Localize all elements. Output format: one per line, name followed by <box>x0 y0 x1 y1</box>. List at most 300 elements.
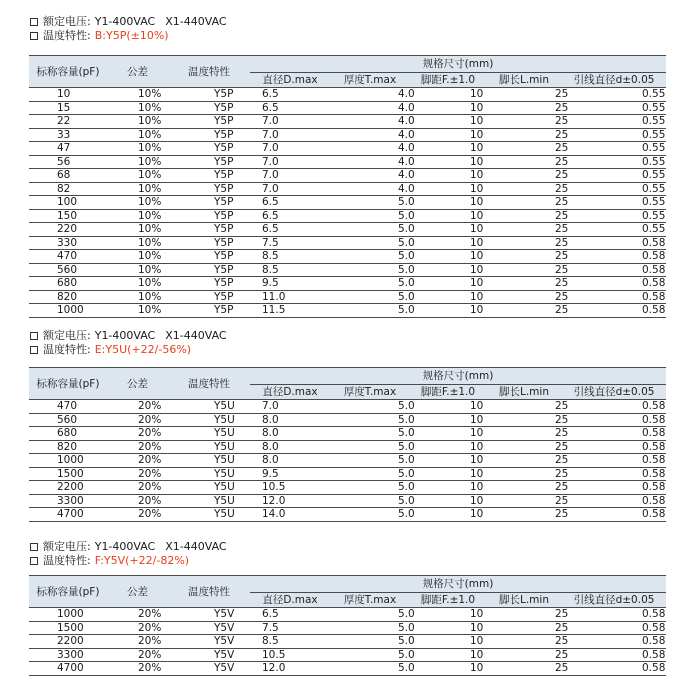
cell-diameter: 14.0 <box>250 508 330 522</box>
cell-capacity: 220 <box>29 223 107 237</box>
cell-pitch: 10 <box>410 182 486 196</box>
cell-pitch: 10 <box>410 454 486 468</box>
voltage-y-value: Y1-400VAC <box>94 540 156 553</box>
cell-thickness: 4.0 <box>330 182 410 196</box>
cell-pitch: 10 <box>410 169 486 183</box>
cell-diameter: 7.0 <box>250 400 330 414</box>
cell-lead-diameter: 0.58 <box>562 481 666 495</box>
cell-lead-diameter: 0.58 <box>562 440 666 454</box>
header-temp-char: 温度特性 <box>168 576 250 608</box>
cell-lead-diameter: 0.55 <box>562 88 666 102</box>
cell-diameter: 12.0 <box>250 494 330 508</box>
cell-thickness: 5.0 <box>330 508 410 522</box>
cell-temp-char: Y5P <box>168 169 250 183</box>
cell-capacity: 560 <box>29 263 107 277</box>
table-row <box>29 440 666 454</box>
cell-pitch: 10 <box>410 209 486 223</box>
cell-lead-length: 25 <box>486 236 562 250</box>
cell-capacity: 33 <box>29 128 107 142</box>
cell-lead-diameter: 0.58 <box>562 263 666 277</box>
checkbox-icon <box>30 543 38 551</box>
cell-lead-length: 25 <box>486 621 562 635</box>
cell-tolerance: 20% <box>107 400 168 414</box>
cell-tolerance: 20% <box>107 427 168 441</box>
cell-thickness: 5.0 <box>330 277 410 291</box>
cell-diameter: 8.0 <box>250 413 330 427</box>
cell-pitch: 10 <box>410 115 486 129</box>
temp-value: E:Y5U(+22/-56%) <box>94 343 192 356</box>
table-row <box>29 115 666 129</box>
cell-tolerance: 20% <box>107 481 168 495</box>
cell-tolerance: 10% <box>107 223 168 237</box>
cell-tolerance: 20% <box>107 648 168 662</box>
cell-lead-diameter: 0.55 <box>562 223 666 237</box>
cell-diameter: 7.0 <box>250 169 330 183</box>
table-row <box>29 209 666 223</box>
cell-temp-char: Y5P <box>168 209 250 223</box>
cell-diameter: 7.0 <box>250 182 330 196</box>
table-row <box>29 508 666 522</box>
cell-capacity: 1500 <box>29 621 107 635</box>
table-row <box>29 128 666 142</box>
cell-diameter: 10.5 <box>250 648 330 662</box>
cell-lead-diameter: 0.55 <box>562 182 666 196</box>
cell-lead-length: 25 <box>486 290 562 304</box>
cell-pitch: 10 <box>410 236 486 250</box>
header-tolerance: 公差 <box>107 368 168 400</box>
cell-temp-char: Y5U <box>168 494 250 508</box>
cell-tolerance: 20% <box>107 413 168 427</box>
table-row <box>29 236 666 250</box>
cell-lead-diameter: 0.58 <box>562 467 666 481</box>
cell-tolerance: 10% <box>107 182 168 196</box>
cell-tolerance: 10% <box>107 277 168 291</box>
cell-tolerance: 20% <box>107 440 168 454</box>
cell-lead-diameter: 0.58 <box>562 304 666 318</box>
cell-capacity: 470 <box>29 400 107 414</box>
cell-lead-length: 25 <box>486 648 562 662</box>
spec-table <box>29 367 666 522</box>
cell-temp-char: Y5P <box>168 115 250 129</box>
cell-pitch: 10 <box>410 142 486 156</box>
cell-diameter: 6.5 <box>250 196 330 210</box>
cell-diameter: 7.0 <box>250 128 330 142</box>
cell-tolerance: 10% <box>107 209 168 223</box>
cell-capacity: 820 <box>29 440 107 454</box>
cell-lead-diameter: 0.58 <box>562 236 666 250</box>
table-row <box>29 467 666 481</box>
cell-lead-length: 25 <box>486 169 562 183</box>
cell-tolerance: 10% <box>107 250 168 264</box>
cell-lead-diameter: 0.55 <box>562 169 666 183</box>
cell-thickness: 5.0 <box>330 290 410 304</box>
cell-thickness: 4.0 <box>330 88 410 102</box>
cell-lead-length: 25 <box>486 481 562 495</box>
cell-temp-char: Y5V <box>168 635 250 649</box>
cell-lead-length: 25 <box>486 250 562 264</box>
cell-pitch: 10 <box>410 635 486 649</box>
cell-tolerance: 10% <box>107 263 168 277</box>
voltage-y-value: Y1-400VAC <box>94 15 156 28</box>
voltage-x-value: X1-440VAC <box>165 540 227 553</box>
header-thickness: 厚度T.max <box>330 385 410 400</box>
cell-lead-diameter: 0.58 <box>562 400 666 414</box>
cell-pitch: 10 <box>410 155 486 169</box>
cell-thickness: 5.0 <box>330 236 410 250</box>
cell-thickness: 5.0 <box>330 635 410 649</box>
cell-diameter: 8.5 <box>250 250 330 264</box>
cell-lead-length: 25 <box>486 508 562 522</box>
cell-diameter: 11.0 <box>250 290 330 304</box>
cell-capacity: 1000 <box>29 454 107 468</box>
cell-pitch: 10 <box>410 101 486 115</box>
cell-tolerance: 10% <box>107 169 168 183</box>
cell-temp-char: Y5V <box>168 648 250 662</box>
cell-capacity: 1000 <box>29 608 107 622</box>
cell-thickness: 5.0 <box>330 304 410 318</box>
cell-lead-diameter: 0.58 <box>562 290 666 304</box>
cell-tolerance: 20% <box>107 608 168 622</box>
cell-thickness: 5.0 <box>330 223 410 237</box>
temp-label: 温度特性: <box>43 554 91 567</box>
table-row <box>29 648 666 662</box>
cell-tolerance: 20% <box>107 454 168 468</box>
cell-temp-char: Y5P <box>168 196 250 210</box>
header-diameter: 直径D.max <box>250 593 330 608</box>
cell-pitch: 10 <box>410 400 486 414</box>
cell-lead-diameter: 0.55 <box>562 128 666 142</box>
cell-temp-char: Y5U <box>168 440 250 454</box>
cell-pitch: 10 <box>410 128 486 142</box>
cell-temp-char: Y5V <box>168 662 250 676</box>
cell-thickness: 5.0 <box>330 400 410 414</box>
cell-diameter: 12.0 <box>250 662 330 676</box>
checkbox-icon <box>30 332 38 340</box>
cell-lead-diameter: 0.55 <box>562 101 666 115</box>
cell-tolerance: 10% <box>107 304 168 318</box>
checkbox-icon <box>30 346 38 354</box>
table-row <box>29 88 666 102</box>
cell-lead-length: 25 <box>486 427 562 441</box>
header-diameter: 直径D.max <box>250 385 330 400</box>
cell-pitch: 10 <box>410 608 486 622</box>
cell-thickness: 5.0 <box>330 250 410 264</box>
table-row <box>29 223 666 237</box>
spec-info <box>30 540 237 568</box>
cell-diameter: 7.0 <box>250 155 330 169</box>
cell-thickness: 4.0 <box>330 115 410 129</box>
table-row <box>29 263 666 277</box>
cell-thickness: 5.0 <box>330 481 410 495</box>
table-row <box>29 427 666 441</box>
header-thickness: 厚度T.max <box>330 593 410 608</box>
table-row <box>29 608 666 622</box>
cell-diameter: 9.5 <box>250 467 330 481</box>
cell-lead-length: 25 <box>486 115 562 129</box>
cell-temp-char: Y5V <box>168 608 250 622</box>
cell-lead-diameter: 0.58 <box>562 508 666 522</box>
header-spec: 规格尺寸(mm) <box>250 56 666 73</box>
cell-pitch: 10 <box>410 621 486 635</box>
cell-lead-diameter: 0.55 <box>562 196 666 210</box>
cell-capacity: 22 <box>29 115 107 129</box>
cell-lead-diameter: 0.58 <box>562 277 666 291</box>
cell-thickness: 4.0 <box>330 101 410 115</box>
cell-thickness: 4.0 <box>330 155 410 169</box>
cell-capacity: 2200 <box>29 635 107 649</box>
cell-diameter: 7.0 <box>250 142 330 156</box>
cell-capacity: 82 <box>29 182 107 196</box>
cell-tolerance: 10% <box>107 196 168 210</box>
cell-thickness: 5.0 <box>330 427 410 441</box>
cell-lead-diameter: 0.58 <box>562 621 666 635</box>
cell-temp-char: Y5P <box>168 182 250 196</box>
cell-lead-length: 25 <box>486 88 562 102</box>
table-row <box>29 400 666 414</box>
cell-tolerance: 20% <box>107 467 168 481</box>
cell-diameter: 6.5 <box>250 223 330 237</box>
cell-thickness: 4.0 <box>330 169 410 183</box>
cell-lead-length: 25 <box>486 209 562 223</box>
cell-diameter: 7.0 <box>250 115 330 129</box>
cell-diameter: 6.5 <box>250 101 330 115</box>
cell-lead-length: 25 <box>486 223 562 237</box>
table-row <box>29 196 666 210</box>
header-capacity: 标称容量(pF) <box>29 368 107 400</box>
cell-lead-diameter: 0.58 <box>562 494 666 508</box>
cell-capacity: 1500 <box>29 467 107 481</box>
header-pitch: 脚距F.±1.0 <box>410 385 486 400</box>
voltage-x-value: X1-440VAC <box>165 329 227 342</box>
cell-lead-diameter: 0.55 <box>562 209 666 223</box>
cell-diameter: 8.5 <box>250 263 330 277</box>
cell-diameter: 6.5 <box>250 608 330 622</box>
table-row <box>29 101 666 115</box>
voltage-label: 额定电压: <box>43 329 91 342</box>
cell-lead-length: 25 <box>486 440 562 454</box>
header-lead-diameter: 引线直径d±0.05 <box>562 385 666 400</box>
cell-tolerance: 20% <box>107 508 168 522</box>
cell-tolerance: 10% <box>107 236 168 250</box>
cell-lead-length: 25 <box>486 662 562 676</box>
cell-lead-diameter: 0.58 <box>562 662 666 676</box>
spec-table <box>29 575 666 676</box>
cell-diameter: 9.5 <box>250 277 330 291</box>
cell-tolerance: 20% <box>107 635 168 649</box>
cell-temp-char: Y5U <box>168 508 250 522</box>
spec-info <box>30 15 237 43</box>
checkbox-icon <box>30 557 38 565</box>
cell-tolerance: 10% <box>107 155 168 169</box>
cell-pitch: 10 <box>410 277 486 291</box>
cell-capacity: 470 <box>29 250 107 264</box>
cell-thickness: 5.0 <box>330 454 410 468</box>
cell-pitch: 10 <box>410 250 486 264</box>
cell-lead-diameter: 0.55 <box>562 155 666 169</box>
table-row <box>29 454 666 468</box>
cell-thickness: 5.0 <box>330 263 410 277</box>
table-row <box>29 155 666 169</box>
cell-lead-length: 25 <box>486 400 562 414</box>
cell-tolerance: 20% <box>107 494 168 508</box>
cell-diameter: 6.5 <box>250 209 330 223</box>
cell-tolerance: 10% <box>107 142 168 156</box>
cell-diameter: 10.5 <box>250 481 330 495</box>
cell-temp-char: Y5V <box>168 621 250 635</box>
cell-capacity: 56 <box>29 155 107 169</box>
cell-tolerance: 20% <box>107 662 168 676</box>
cell-temp-char: Y5U <box>168 427 250 441</box>
voltage-label: 额定电压: <box>43 15 91 28</box>
cell-diameter: 11.5 <box>250 304 330 318</box>
cell-capacity: 3300 <box>29 494 107 508</box>
cell-tolerance: 10% <box>107 88 168 102</box>
cell-temp-char: Y5U <box>168 467 250 481</box>
cell-lead-length: 25 <box>486 277 562 291</box>
cell-lead-length: 25 <box>486 155 562 169</box>
table-row <box>29 290 666 304</box>
cell-lead-length: 25 <box>486 494 562 508</box>
cell-pitch: 10 <box>410 508 486 522</box>
voltage-y-value: Y1-400VAC <box>94 329 156 342</box>
cell-capacity: 330 <box>29 236 107 250</box>
spec-table <box>29 55 666 318</box>
table-row <box>29 142 666 156</box>
table-row <box>29 182 666 196</box>
cell-capacity: 47 <box>29 142 107 156</box>
cell-lead-diameter: 0.58 <box>562 250 666 264</box>
cell-lead-diameter: 0.58 <box>562 413 666 427</box>
cell-pitch: 10 <box>410 304 486 318</box>
cell-pitch: 10 <box>410 413 486 427</box>
cell-tolerance: 10% <box>107 290 168 304</box>
cell-thickness: 5.0 <box>330 662 410 676</box>
cell-capacity: 680 <box>29 277 107 291</box>
cell-temp-char: Y5P <box>168 128 250 142</box>
cell-temp-char: Y5P <box>168 142 250 156</box>
voltage-label: 额定电压: <box>43 540 91 553</box>
header-pitch: 脚距F.±1.0 <box>410 593 486 608</box>
cell-pitch: 10 <box>410 196 486 210</box>
header-lead-length: 脚长L.min <box>486 593 562 608</box>
table-row <box>29 169 666 183</box>
cell-lead-length: 25 <box>486 454 562 468</box>
cell-lead-diameter: 0.58 <box>562 635 666 649</box>
cell-pitch: 10 <box>410 467 486 481</box>
cell-temp-char: Y5U <box>168 454 250 468</box>
cell-lead-diameter: 0.58 <box>562 648 666 662</box>
cell-lead-length: 25 <box>486 182 562 196</box>
cell-capacity: 100 <box>29 196 107 210</box>
cell-thickness: 5.0 <box>330 648 410 662</box>
cell-lead-length: 25 <box>486 304 562 318</box>
cell-temp-char: Y5U <box>168 413 250 427</box>
cell-lead-diameter: 0.58 <box>562 427 666 441</box>
header-temp-char: 温度特性 <box>168 56 250 88</box>
cell-diameter: 7.5 <box>250 236 330 250</box>
cell-temp-char: Y5P <box>168 277 250 291</box>
cell-temp-char: Y5P <box>168 101 250 115</box>
cell-capacity: 1000 <box>29 304 107 318</box>
cell-diameter: 8.0 <box>250 454 330 468</box>
header-pitch: 脚距F.±1.0 <box>410 73 486 88</box>
cell-tolerance: 10% <box>107 128 168 142</box>
header-temp-char: 温度特性 <box>168 368 250 400</box>
temp-label: 温度特性: <box>43 343 91 356</box>
temp-value: F:Y5V(+22/-82%) <box>94 554 190 567</box>
table-row <box>29 304 666 318</box>
cell-thickness: 5.0 <box>330 467 410 481</box>
cell-lead-length: 25 <box>486 608 562 622</box>
cell-lead-length: 25 <box>486 467 562 481</box>
cell-temp-char: Y5P <box>168 88 250 102</box>
cell-thickness: 5.0 <box>330 209 410 223</box>
header-lead-length: 脚长L.min <box>486 385 562 400</box>
cell-pitch: 10 <box>410 263 486 277</box>
temp-value: B:Y5P(±10%) <box>94 29 169 42</box>
cell-temp-char: Y5U <box>168 481 250 495</box>
cell-capacity: 680 <box>29 427 107 441</box>
cell-lead-diameter: 0.58 <box>562 454 666 468</box>
cell-diameter: 8.0 <box>250 427 330 441</box>
cell-thickness: 5.0 <box>330 413 410 427</box>
table-row <box>29 250 666 264</box>
cell-temp-char: Y5P <box>168 304 250 318</box>
cell-thickness: 5.0 <box>330 196 410 210</box>
cell-capacity: 150 <box>29 209 107 223</box>
header-spec: 规格尺寸(mm) <box>250 576 666 593</box>
header-diameter: 直径D.max <box>250 73 330 88</box>
cell-temp-char: Y5P <box>168 155 250 169</box>
voltage-x-value: X1-440VAC <box>165 15 227 28</box>
cell-pitch: 10 <box>410 290 486 304</box>
cell-lead-length: 25 <box>486 101 562 115</box>
cell-tolerance: 10% <box>107 115 168 129</box>
cell-tolerance: 10% <box>107 101 168 115</box>
cell-lead-length: 25 <box>486 413 562 427</box>
cell-diameter: 8.0 <box>250 440 330 454</box>
cell-capacity: 10 <box>29 88 107 102</box>
cell-lead-length: 25 <box>486 196 562 210</box>
cell-lead-length: 25 <box>486 142 562 156</box>
table-row <box>29 494 666 508</box>
table-row <box>29 662 666 676</box>
cell-lead-length: 25 <box>486 128 562 142</box>
table-row <box>29 635 666 649</box>
header-lead-length: 脚长L.min <box>486 73 562 88</box>
cell-pitch: 10 <box>410 440 486 454</box>
cell-temp-char: Y5U <box>168 400 250 414</box>
cell-temp-char: Y5P <box>168 250 250 264</box>
cell-pitch: 10 <box>410 88 486 102</box>
cell-thickness: 4.0 <box>330 128 410 142</box>
spec-info <box>30 329 237 357</box>
cell-lead-length: 25 <box>486 263 562 277</box>
cell-pitch: 10 <box>410 494 486 508</box>
cell-temp-char: Y5P <box>168 263 250 277</box>
cell-pitch: 10 <box>410 662 486 676</box>
header-thickness: 厚度T.max <box>330 73 410 88</box>
cell-capacity: 560 <box>29 413 107 427</box>
header-tolerance: 公差 <box>107 56 168 88</box>
cell-capacity: 3300 <box>29 648 107 662</box>
header-capacity: 标称容量(pF) <box>29 56 107 88</box>
table-row <box>29 277 666 291</box>
cell-thickness: 4.0 <box>330 142 410 156</box>
cell-temp-char: Y5P <box>168 290 250 304</box>
cell-capacity: 68 <box>29 169 107 183</box>
cell-diameter: 8.5 <box>250 635 330 649</box>
